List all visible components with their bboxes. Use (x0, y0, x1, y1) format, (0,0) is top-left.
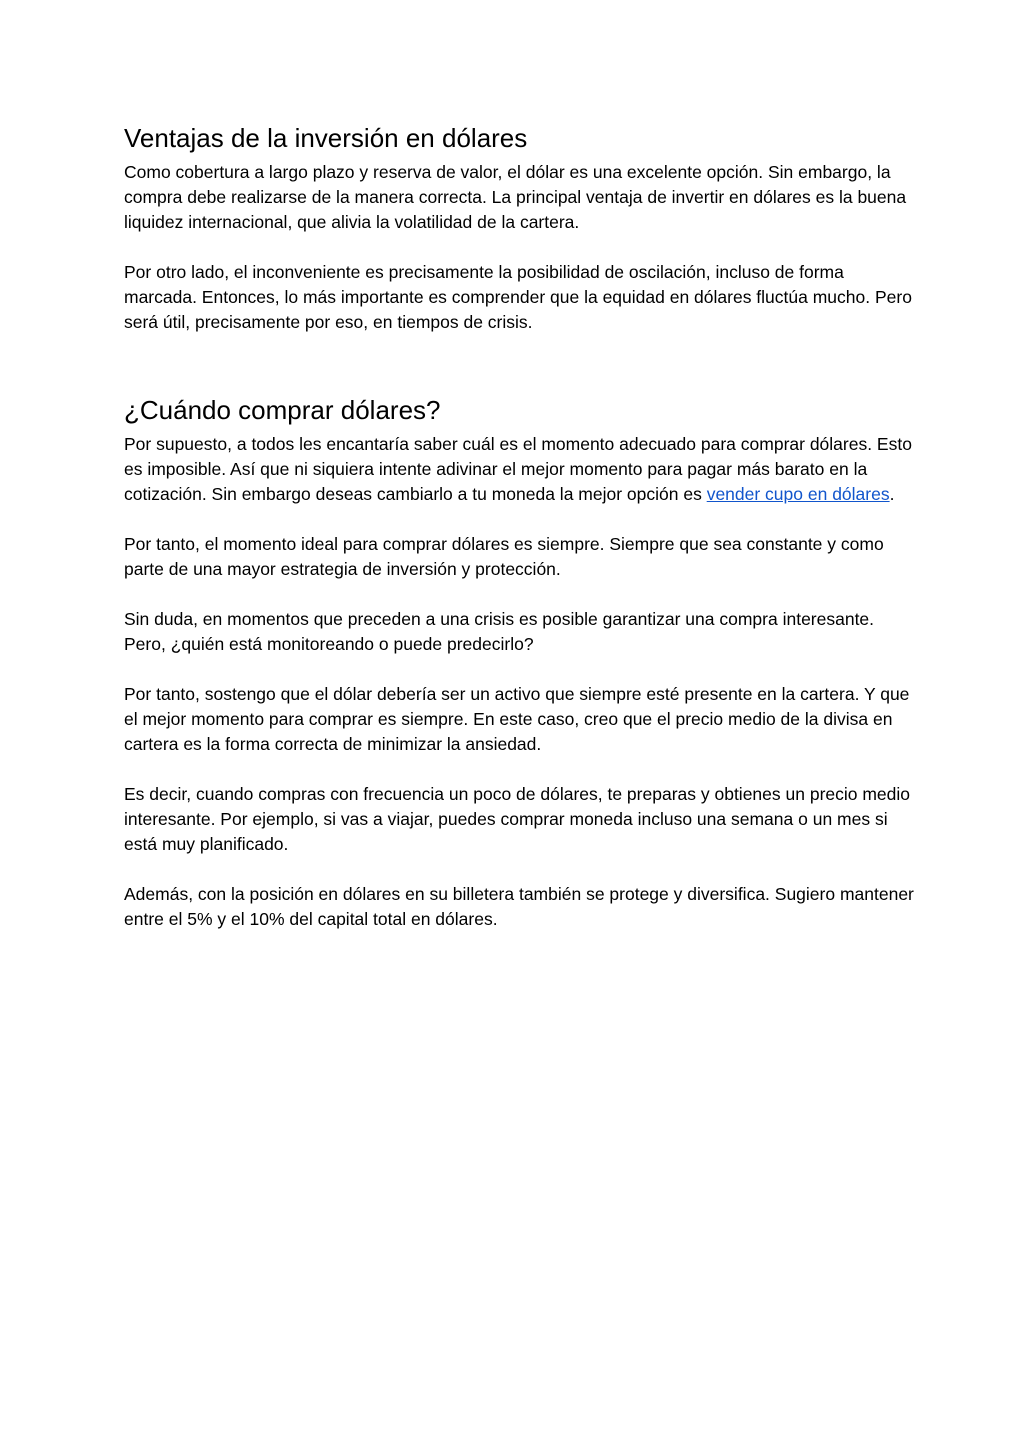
section-heading-cuando-comprar: ¿Cuándo comprar dólares? (124, 395, 441, 425)
vender-cupo-link[interactable]: vender cupo en dólares (706, 484, 890, 504)
paragraph: Por tanto, el momento ideal para comprar dólares es siempre. Siempre que sea constante y como parte de una mayor estrategia de inversión y protección. (124, 534, 884, 579)
paragraph-with-link (124, 432, 914, 507)
paragraph: Es decir, cuando compras con frecuencia un poco de dólares, te preparas y obtienes un precio medio interesante. Por ejemplo, si vas a viajar, puedes comprar moneda incluso una semana o un mes si está muy planificado. (124, 784, 911, 854)
paragraph: Por tanto, sostengo que el dólar debería ser un activo que siempre esté presente en la cartera. Y que el mejor momento para comprar es siempre. En este caso, creo que el precio medio de la divisa en cartera es la forma correcta de minimizar la ansiedad. (124, 684, 910, 754)
section-heading-ventajas: Ventajas de la inversión en dólares (124, 123, 528, 153)
paragraph-text: Por supuesto, a todos les encantaría saber cuál es el momento adecuado para comprar dólares. Esto es imposible. Así que ni siquiera intente adivinar el mejor momento para pagar más barato en la cotización. Sin embargo deseas cambiarlo a tu moneda la mejor opción es (124, 434, 912, 504)
paragraph: Por otro lado, el inconveniente es precisamente la posibilidad de oscilación, incluso de forma marcada. Entonces, lo más importante es comprender que la equidad en dólares fluctúa mucho. Pero será útil, precisamente por eso, en tiempos de crisis. (124, 262, 912, 332)
paragraph: Sin duda, en momentos que preceden a una crisis es posible garantizar una compra interesante. Pero, ¿quién está monitoreando o puede predecirlo? (124, 609, 875, 654)
document-page (124, 120, 914, 957)
section-spacer (124, 360, 914, 392)
paragraph: Como cobertura a largo plazo y reserva de valor, el dólar es una excelente opción. Sin embargo, la compra debe realizarse de la manera correcta. La principal ventaja de invertir en dólares es la buena liquidez internacional, que alivia la volatilidad de la cartera. (124, 162, 907, 232)
paragraph-tail: . (889, 484, 895, 504)
paragraph: Además, con la posición en dólares en su billetera también se protege y diversifica. Sugiero mantener entre el 5% y el 10% del capital total en dólares. (124, 884, 914, 929)
